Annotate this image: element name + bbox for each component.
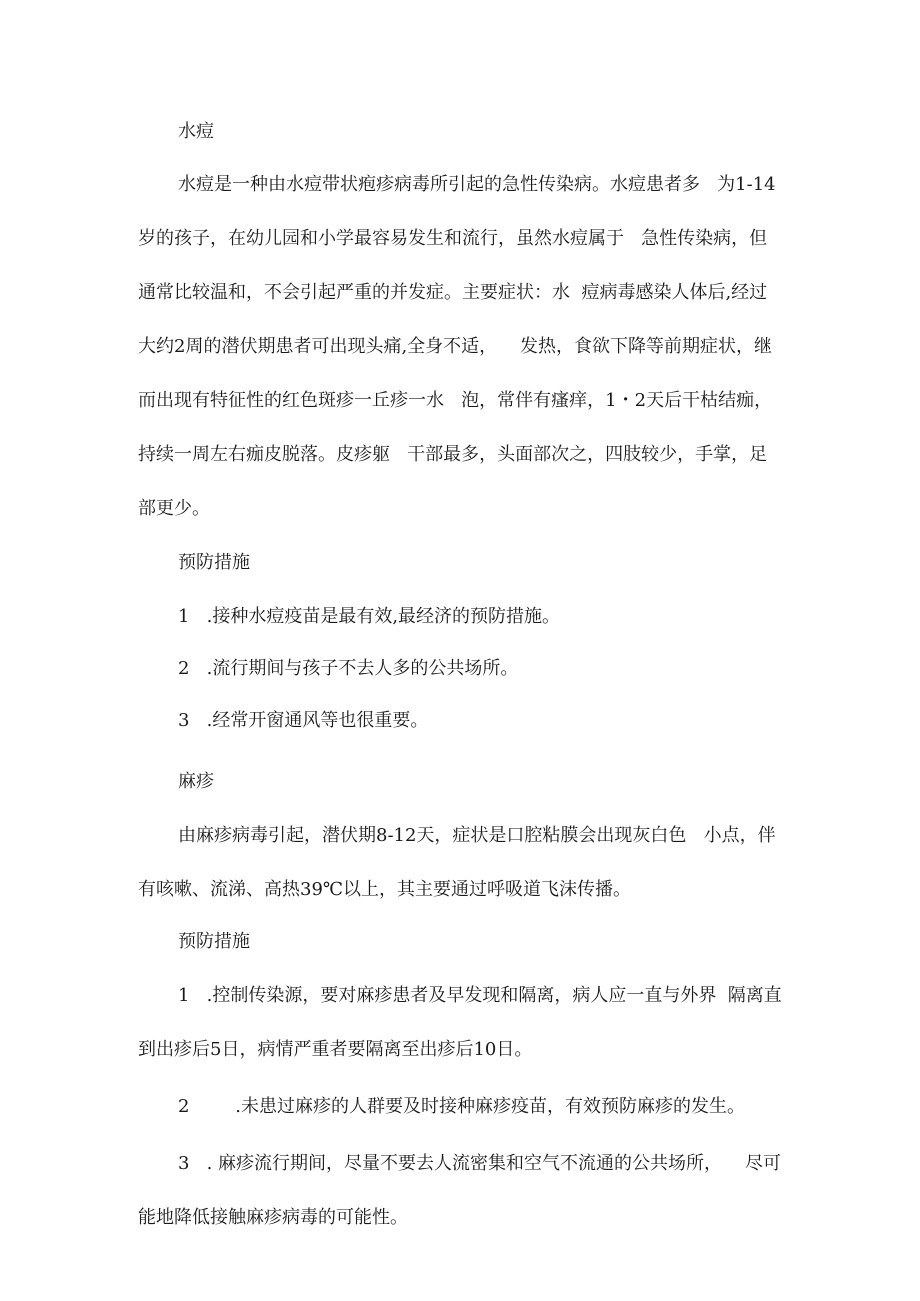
prevention-item: 1 .接种水痘疫苗是最有效,最经济的预防措施。 xyxy=(178,606,561,627)
paragraph-line: 部更少。 xyxy=(138,498,210,519)
section-title-varicella: 水痘 xyxy=(178,121,214,142)
paragraph-line: 水痘是一种由水痘带状疱疹病毒所引起的急性传染病。水痘患者多 为1-14 xyxy=(178,174,776,195)
prevention-title-varicella: 预防措施 xyxy=(178,552,250,573)
paragraph-line: 而出现有特征性的红色斑疹一丘疹一水 泡，常伴有瘙痒，1・2天后干枯结痂， xyxy=(138,390,773,411)
prevention-title-measles: 预防措施 xyxy=(178,931,250,952)
paragraph-line: 有咳嗽、流涕、高热39℃以上，其主要通过呼吸道飞沫传播。 xyxy=(138,879,632,900)
prevention-item: 2 .未患过麻疹的人群要及时接种麻疹疫苗，有效预防麻疹的发生。 xyxy=(178,1096,745,1117)
prevention-item: 1 .控制传染源，要对麻疹患者及早发现和隔离，病人应一直与外界 隔离直 xyxy=(178,985,782,1006)
paragraph-line: 岁的孩子，在幼儿园和小学最容易发生和流行，虽然水痘属于 急性传染病，但 xyxy=(138,228,768,249)
prevention-item: 3 . 麻疹流行期间，尽量不要去人流密集和空气不流通的公共场所， 尽可 xyxy=(178,1153,781,1174)
paragraph-line: 通常比较温和，不会引起严重的并发症。主要症状：水 痘病毒感染人体后,经过 xyxy=(138,282,768,303)
prevention-item: 能地降低接触麻疹病毒的可能性。 xyxy=(138,1207,408,1228)
paragraph-line: 由麻疹病毒引起，潜伏期8-12天，症状是口腔粘膜会出现灰白色 小点，伴 xyxy=(178,825,776,846)
prevention-item: 到出疹后5日，病情严重者要隔离至出疹后10日。 xyxy=(138,1039,533,1060)
prevention-item: 3 .经常开窗通风等也很重要。 xyxy=(178,710,429,731)
paragraph-line: 大约2周的潜伏期患者可出现头痛,全身不适， 发热，食欲下降等前期症状，继 xyxy=(138,336,773,357)
section-title-measles: 麻疹 xyxy=(178,771,214,792)
paragraph-line: 持续一周左右痂皮脱落。皮疹躯 干部最多，头面部次之，四肢较少，手掌，足 xyxy=(138,444,768,465)
prevention-item: 2 .流行期间与孩子不去人多的公共场所。 xyxy=(178,658,519,679)
